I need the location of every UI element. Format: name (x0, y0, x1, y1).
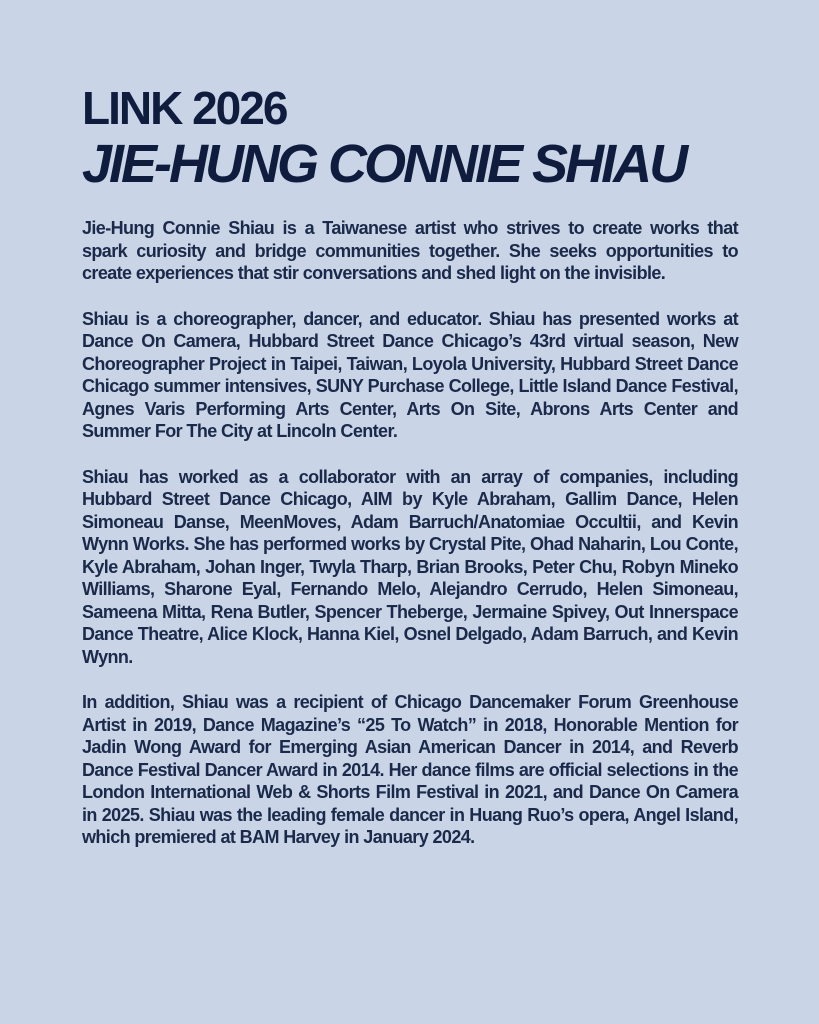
artist-bio (82, 217, 738, 849)
bio-paragraph-presentations: Shiau is a choreographer, dancer, and educator. Shiau has presented works at Dance On Camera, Hubbard Street Dance Chicago’s 43rd virtual season, New Choreographer Project in Taipei, Taiwan, Loyola University, Hubbard Street Dance Chicago summer intensives, SUNY Purchase College, Little Island Dance Festival, Agnes Varis Performing Arts Center, Arts On Site, Abrons Arts Center and Summer For The City at Lincoln Center. (82, 308, 738, 441)
artist-name: JIE-HUNG CONNIE SHIAU (82, 134, 686, 194)
program-title: LINK 2026 (82, 82, 287, 134)
bio-paragraph-intro: Jie-Hung Connie Shiau is a Taiwanese artist who strives to create works that spark curiosity and bridge communities together. She seeks opportunities to create experiences that stir conversations and shed light on the invisible. (82, 218, 738, 283)
bio-paragraph-awards: In addition, Shiau was a recipient of Chicago Dancemaker Forum Greenhouse Artist in 2019, Dance Magazine’s “25 To Watch” in 2018, Honorable Mention for Jadin Wong Award for Emerging Asian American Dancer in 2014, and Reverb Dance Festival Dancer Award in 2014. Her dance films are official selections in the London International Web & Shorts Film Festival in 2021, and Dance On Camera in 2025. Shiau was the leading female dancer in Huang Ruo’s opera, Angel Island, which premiered at BAM Harvey in January 2024. (82, 692, 738, 847)
bio-paragraph-collaborations: Shiau has worked as a collaborator with an array of companies, including Hubbard Street Dance Chicago, AIM by Kyle Abraham, Gallim Dance, Helen Simoneau Danse, MeenMoves, Adam Barruch/Anatomiae Occultii, and Kevin Wynn Works. She has performed works by Crystal Pite, Ohad Naharin, Lou Conte, Kyle Abraham, Johan Inger, Twyla Tharp, Brian Brooks, Peter Chu, Robyn Mineko Williams, Sharone Eyal, Fernando Melo, Alejandro Cerrudo, Helen Simoneau, Sameena Mitta, Rena Butler, Spencer Theberge, Jermaine Spivey, Out Innerspace Dance Theatre, Alice Klock, Hanna Kiel, Osnel Delgado, Adam Barruch, and Kevin Wynn. (82, 466, 738, 667)
